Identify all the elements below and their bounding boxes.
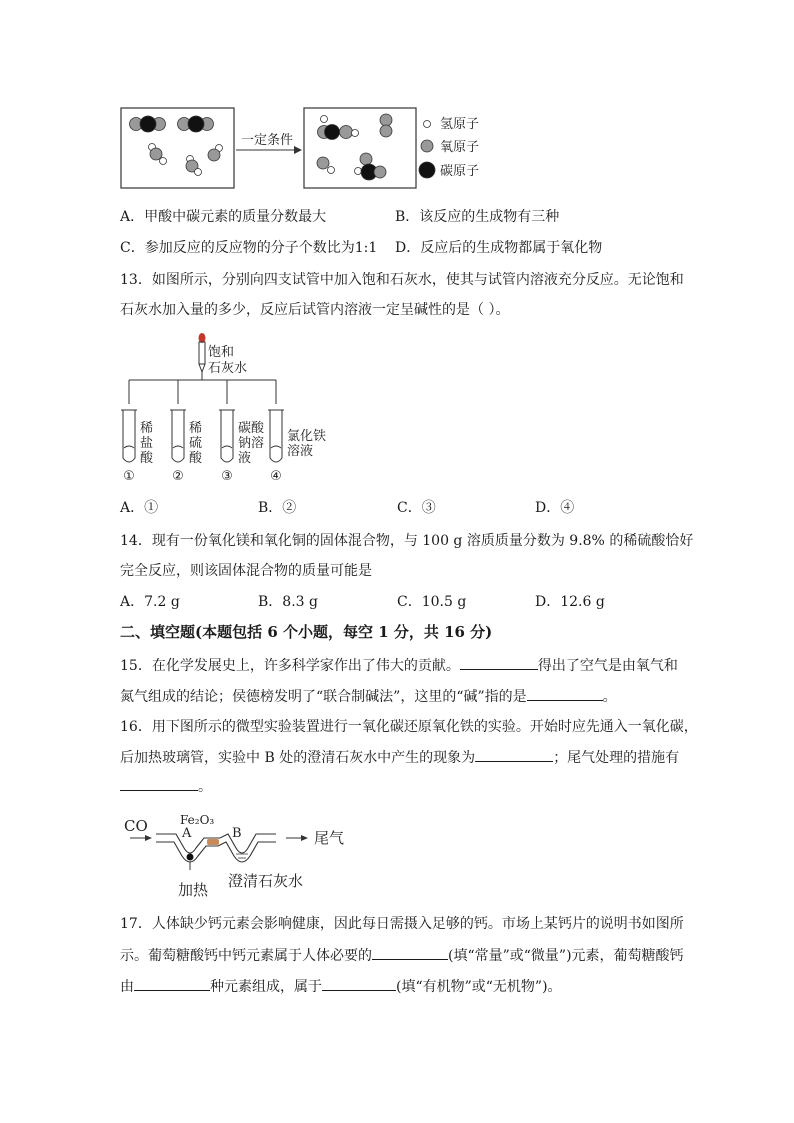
carbon-atom-icon [419, 162, 435, 178]
dropper-label-2: 石灰水 [208, 361, 248, 376]
test-tube-icon [121, 410, 137, 462]
fe2o3-sample [187, 854, 194, 861]
tube-label: 盐 [140, 436, 154, 451]
answer-blank[interactable] [372, 945, 448, 960]
q16-text-line-3 [120, 776, 212, 797]
product-molecules [317, 114, 392, 180]
q17-line3-mid1: 种元素组成，属于 [210, 979, 322, 995]
dropper-icon [199, 333, 206, 372]
q15-text-line-1 [120, 655, 678, 676]
q12-option-d: D．反应后的生成物都属于氧化物 [395, 240, 603, 256]
q13-text-line-1: 13．如图所示，分别向四支试管中加入饱和石灰水，使其与试管内溶液充分反应。无论饱和 [120, 272, 684, 288]
tube-label: 硫 [189, 436, 203, 451]
q13-text-line-2: 石灰水加入量的多少，反应后试管内溶液一定呈碱性的是（ ）。 [120, 302, 510, 318]
q16-text-line-2 [120, 747, 679, 768]
legend [419, 121, 435, 179]
q17-text-line-3 [120, 976, 562, 997]
q15-line1-pre: 15．在化学发展史上，许多科学家作出了伟大的贡献。 [120, 658, 460, 674]
legend-label: 氢原子 [440, 117, 480, 132]
tube-number: ① [123, 469, 135, 484]
q15-line1-post: 得出了空气是由氧气和 [537, 658, 678, 674]
q12-option-c: C．参加反应的反应物的分子个数比为1:1 [120, 240, 378, 256]
q14-option-c: C．10.5 g [397, 594, 467, 610]
answer-blank[interactable] [322, 976, 396, 991]
point-a-label: A [182, 826, 192, 841]
q16-line2-post: ；尾气处理的措施有 [553, 750, 680, 766]
q13-option-b: B．② [258, 500, 297, 516]
q17-line2-mid: (填“常量”或“微量”)元素，葡萄糖酸钙 [448, 948, 684, 964]
tube-number: ④ [270, 469, 282, 484]
oxygen-atom-icon [421, 140, 433, 152]
q14-option-b: B．8.3 g [258, 594, 318, 610]
co-label: CO [124, 817, 148, 835]
tube-label: 钠溶 [238, 436, 265, 451]
test-tube-icon [268, 410, 284, 462]
q12-option-b: B．该反应的生成物有三种 [395, 209, 560, 225]
limewater-label: 澄清石灰水 [228, 872, 304, 890]
q14-text-line-2: 完全反应，则该固体混合物的质量可能是 [120, 563, 372, 579]
tube-label: 稀 [140, 421, 154, 436]
legend-label: 碳原子 [440, 164, 480, 179]
reaction-diagram [118, 104, 488, 192]
tube-label: 液 [238, 451, 252, 466]
q13-option-d: D．④ [535, 500, 575, 516]
q16-line2-pre: 后加热玻璃管，实验中 B 处的澄清石灰水中产生的现象为 [120, 750, 476, 766]
section-heading: 二、填空题(本题包括 6 个小题，每空 1 分，共 16 分) [120, 623, 493, 641]
point-b-label: B [232, 826, 242, 841]
q14-text-line-1: 14．现有一份氧化镁和氧化铜的固体混合物，与 100 g 溶质质量分数为 9.8% 的稀硫酸恰好 [120, 533, 694, 549]
test-tube-icon [170, 410, 186, 462]
tube-label: 酸 [140, 451, 154, 466]
q13-option-c: C．③ [397, 500, 436, 516]
hydrogen-atom-icon [424, 121, 431, 128]
q17-line3-pre: 由 [120, 979, 134, 995]
answer-blank[interactable] [134, 976, 210, 991]
rubber-connector [207, 839, 219, 845]
q13-option-a: A．① [120, 500, 159, 516]
tube-number: ③ [221, 469, 233, 484]
q13-test-tube-figure [116, 330, 346, 490]
tube-label: 酸 [189, 451, 203, 466]
heat-label: 加热 [178, 881, 209, 899]
w-tube-icon [156, 834, 276, 862]
answer-blank[interactable] [460, 655, 538, 670]
q14-option-a: A．7.2 g [120, 594, 180, 610]
answer-blank[interactable] [120, 776, 198, 791]
answer-blank[interactable] [527, 686, 603, 701]
q17-line3-mid2: (填“有机物”或“无机物”)。 [396, 979, 562, 995]
q17-text-line-2 [120, 945, 684, 966]
tube-label: 稀 [189, 421, 203, 436]
q15-text-line-2 [120, 686, 617, 707]
q15-line2-pre: 氮气组成的结论；侯德榜发明了“联合制碱法”，这里的“碱”指的是 [120, 689, 527, 705]
q17-line2-pre: 示。葡萄糖酸钙中钙元素属于人体必要的 [120, 948, 372, 964]
q16-text-line-1: 16．用下图所示的微型实验装置进行一氧化碳还原氧化铁的实验。开始时应先通入一氧化碳， [120, 719, 698, 735]
tube-number: ② [172, 469, 184, 484]
answer-blank[interactable] [475, 747, 553, 762]
tail-gas-label: 尾气 [314, 829, 345, 847]
q14-option-d: D．12.6 g [535, 594, 605, 610]
tube-label: 溶液 [287, 444, 314, 459]
tube-label: 碳酸 [238, 421, 265, 436]
q16-line3-post: 。 [198, 779, 212, 795]
fe2o3-label: Fe₂O₃ [180, 813, 215, 827]
q16-apparatus-figure [118, 804, 358, 904]
condition-label: 一定条件 [240, 133, 294, 148]
legend-label: 氧原子 [440, 140, 480, 155]
q12-option-a: A．甲酸中碳元素的质量分数最大 [120, 209, 327, 225]
limewater-level [236, 854, 248, 858]
tube-label: 氯化铁 [287, 429, 327, 444]
q15-line2-post: 。 [602, 689, 617, 705]
reactant-molecules [130, 116, 223, 176]
dropper-label-1: 饱和 [208, 345, 235, 360]
test-tube-icon [219, 410, 235, 462]
q17-text-line-1: 17．人体缺少钙元素会影响健康，因此每日需摄入足够的钙。市场上某钙片的说明书如图所 [120, 916, 684, 932]
